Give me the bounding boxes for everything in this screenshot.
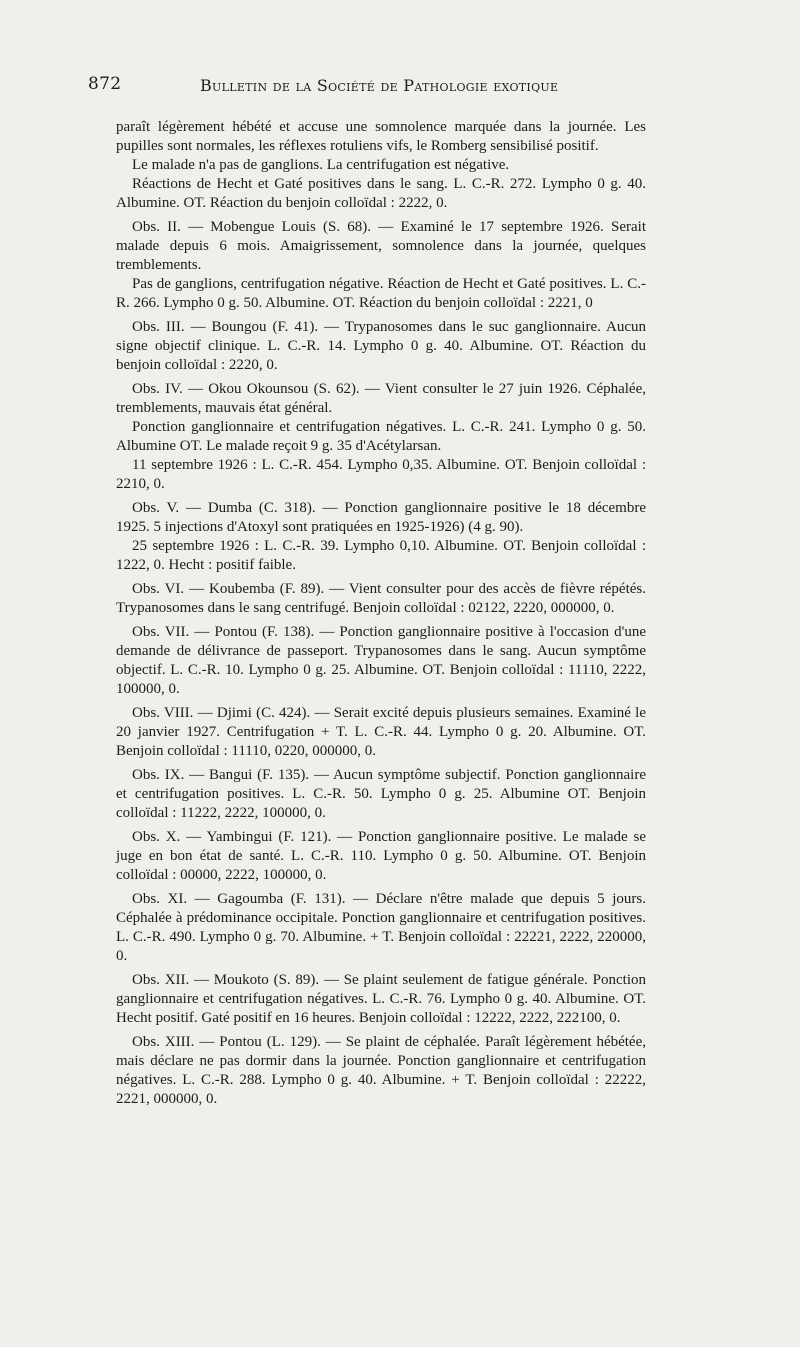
observation-paragraph: Obs. III. — Boungou (F. 41). — Trypanosomes dans le suc ganglionnaire. Aucun signe objectif clinique. L. C.-R. 14. Lympho 0 g. 40. Albumine. OT. Réaction du benjoin colloïdal : 2220, 0. xyxy=(116,319,646,373)
paragraph: Réactions de Hecht et Gaté positives dans le sang. L. C.-R. 272. Lympho 0 g. 40. Albumine. OT. Réaction du benjoin colloïdal : 2222, 0. xyxy=(116,176,646,211)
observation-paragraph: Obs. X. — Yambingui (F. 121). — Ponction ganglionnaire positive. Le malade se juge en bon état de santé. L. C.-R. 110. Lympho 0 g. 50. Albumine. OT. Benjoin colloïdal : 00000, 2222, 100000, 0. xyxy=(116,829,646,883)
observation-paragraph: Obs. XII. — Moukoto (S. 89). — Se plaint seulement de fatigue générale. Ponction ganglionnaire et centrifugation négatives. L. C.-R. 76. Lympho 0 g. 40. Albumine. OT. Hecht positif. Gaté positif en 16 heures. Benjoin colloïdal : 12222, 2222, 222100, 0. xyxy=(116,972,646,1026)
observation-paragraph: Obs. V. — Dumba (C. 318). — Ponction ganglionnaire positive le 18 décembre 1925. 5 injections d'Atoxyl sont pratiquées en 1925-1926) (4 g. 90). xyxy=(116,500,646,535)
paragraph: Ponction ganglionnaire et centrifugation négatives. L. C.-R. 241. Lympho 0 g. 50. Albumine OT. Le malade reçoit 9 g. 35 d'Acétylarsan. xyxy=(116,419,646,454)
observation-paragraph: Obs. VIII. — Djimi (C. 424). — Serait excité depuis plusieurs semaines. Examiné le 20 janvier 1927. Centrifugation + T. L. C.-R. 44. Lympho 0 g. 20. Albumine. OT. Benjoin colloïdal : 11110, 0220, 000000, 0. xyxy=(116,705,646,759)
observation-paragraph: Obs. VI. — Koubemba (F. 89). — Vient consulter pour des accès de fièvre répétés. Trypanosomes dans le sang centrifugé. Benjoin colloïdal : 02122, 2220, 000000, 0. xyxy=(116,581,646,616)
paragraph: paraît légèrement hébété et accuse une somnolence marquée dans la journée. Les pupilles sont normales, les réflexes rotuliens vifs, le Romberg sensibilisé positif. xyxy=(116,119,646,154)
page-number: 872 xyxy=(88,74,122,94)
observation-paragraph: Obs. XI. — Gagoumba (F. 131). — Déclare n'être malade que depuis 5 jours. Céphalée à prédominance occipitale. Ponction ganglionnaire et centrifugation positives. L. C.-R. 490. Lympho 0 g. 70. Albumine. + T. Benjoin colloïdal : 22221, 2222, 220000, 0. xyxy=(116,891,646,964)
page-header xyxy=(88,74,648,100)
paragraph: 25 septembre 1926 : L. C.-R. 39. Lympho 0,10. Albumine. OT. Benjoin colloïdal : 1222, 0. Hecht : positif faible. xyxy=(116,538,646,573)
observation-paragraph: Obs. IV. — Okou Okounsou (S. 62). — Vient consulter le 27 juin 1926. Céphalée, tremblements, mauvais état général. xyxy=(116,381,646,416)
paragraph: Pas de ganglions, centrifugation négative. Réaction de Hecht et Gaté positives. L. C.-R. 266. Lympho 0 g. 50. Albumine. OT. Réaction du benjoin colloïdal : 2221, 0 xyxy=(116,276,646,311)
body-text xyxy=(116,118,646,1109)
observation-paragraph: Obs. IX. — Bangui (F. 135). — Aucun symptôme subjectif. Ponction ganglionnaire et centrifugation positives. L. C.-R. 50. Lympho 0 g. 25. Albumine OT. Benjoin colloïdal : 11222, 2222, 100000, 0. xyxy=(116,767,646,821)
paragraph: 11 septembre 1926 : L. C.-R. 454. Lympho 0,35. Albumine. OT. Benjoin colloïdal : 2210, 0. xyxy=(116,457,646,492)
observation-paragraph: Obs. II. — Mobengue Louis (S. 68). — Examiné le 17 septembre 1926. Serait malade depuis 6 mois. Amaigrissement, somnolence dans la journée, quelques tremblements. xyxy=(116,219,646,273)
observation-paragraph: Obs. XIII. — Pontou (L. 129). — Se plaint de céphalée. Paraît légèrement hébétée, mais déclare ne pas dormir dans la journée. Ponction ganglionnaire et centrifugation négatives. L. C.-R. 288. Lympho 0 g. 40. Albumine. + T. Benjoin colloïdal : 22222, 2221, 000000, 0. xyxy=(116,1034,646,1107)
observation-paragraph: Obs. VII. — Pontou (F. 138). — Ponction ganglionnaire positive à l'occasion d'une demande de délivrance de passeport. Trypanosomes dans le sang. Aucun symptôme objectif. L. C.-R. 10. Lympho 0 g. 25. Albumine. OT. Benjoin colloïdal : 11110, 2222, 100000, 0. xyxy=(116,624,646,697)
paragraph: Le malade n'a pas de ganglions. La centrifugation est négative. xyxy=(132,157,510,173)
running-head: Bulletin de la Société de Pathologie exotique xyxy=(200,76,559,95)
